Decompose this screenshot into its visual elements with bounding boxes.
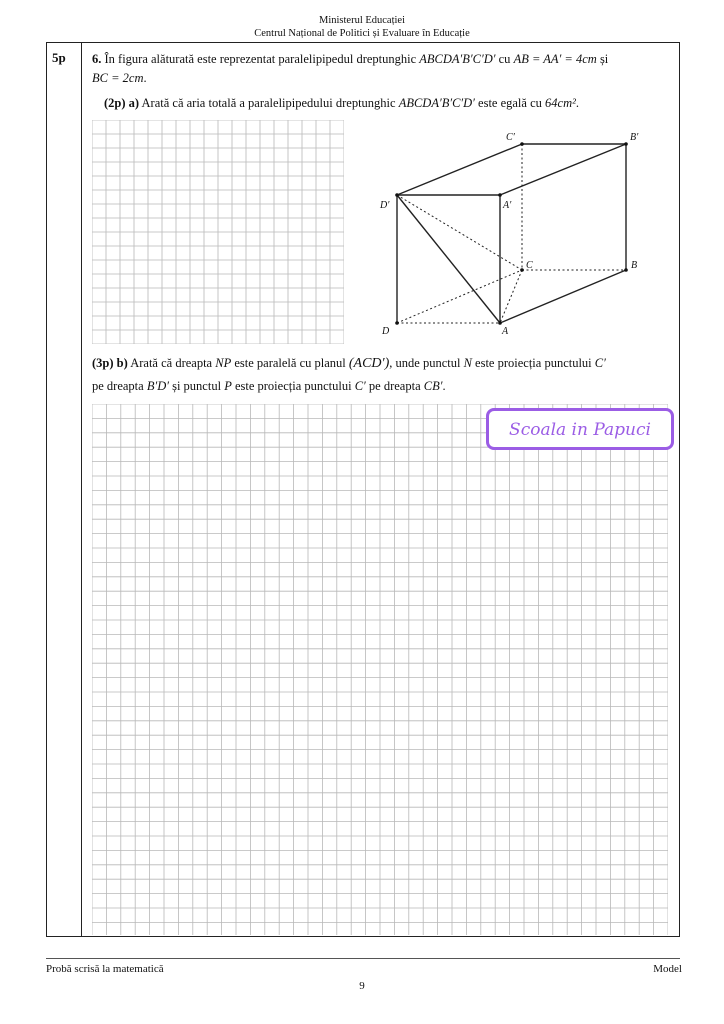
watermark-text: Scoala in Papuci [509,420,651,440]
part-b: (3p) b) Arată că dreapta NP este paralelă cu planul (ACD′), unde punctul N este proiecția punctului C′ pe dreapta B′D′ și punctul P este proiecția punctului C′ pe dreapta CB′. [92,356,606,393]
diag-d1a [397,195,500,323]
label-c1: C′ [506,132,515,143]
label-a1: A′ [503,200,512,211]
label-d: D [382,326,390,337]
answer-grid-b[interactable] [92,404,668,935]
watermark-text-svg [490,412,670,446]
center-name: Centrul Național de Politici și Evaluare în Educație [254,28,470,39]
footer-exam-name: Probă scrisă la matematică [46,963,164,975]
part-a: (2p) a) Arată că aria totală a paralelipipedului dreptunghic ABCDA′B′C′D′ este egală cu 64cm². [104,96,579,110]
page-number: 9 [359,980,365,992]
edge-ab [500,270,626,323]
label-a: A [502,326,509,337]
label-d1: D′ [380,200,390,211]
column-divider [81,42,82,937]
edge-d1c1 [397,144,522,195]
page-header [0,14,724,40]
ministry-name: Ministerul Educației [318,15,406,26]
footer-model-label: Model [653,963,682,975]
edge-dc [397,270,522,323]
part-a-label: (2p) a) [104,96,140,110]
problem-number: 6. [92,52,102,66]
watermark-logo [486,408,674,450]
label-c: C [526,260,533,271]
label-b: B [631,260,638,271]
points-label: 5p [52,50,66,65]
problem-statement: 6. În figura alăturată este reprezentat paralelipipedul dreptunghic ABCDA′B′C′D′ cu AB = AA′ = 4cm și BC = 2cm. [92,52,609,85]
label-b1: B′ [630,132,639,143]
part-b-label: (3p) b) [92,356,128,370]
footer-divider [46,958,680,959]
answer-grid-a[interactable] [92,120,344,344]
parallelepiped-figure [350,120,670,350]
edge-a1b1 [500,144,626,195]
